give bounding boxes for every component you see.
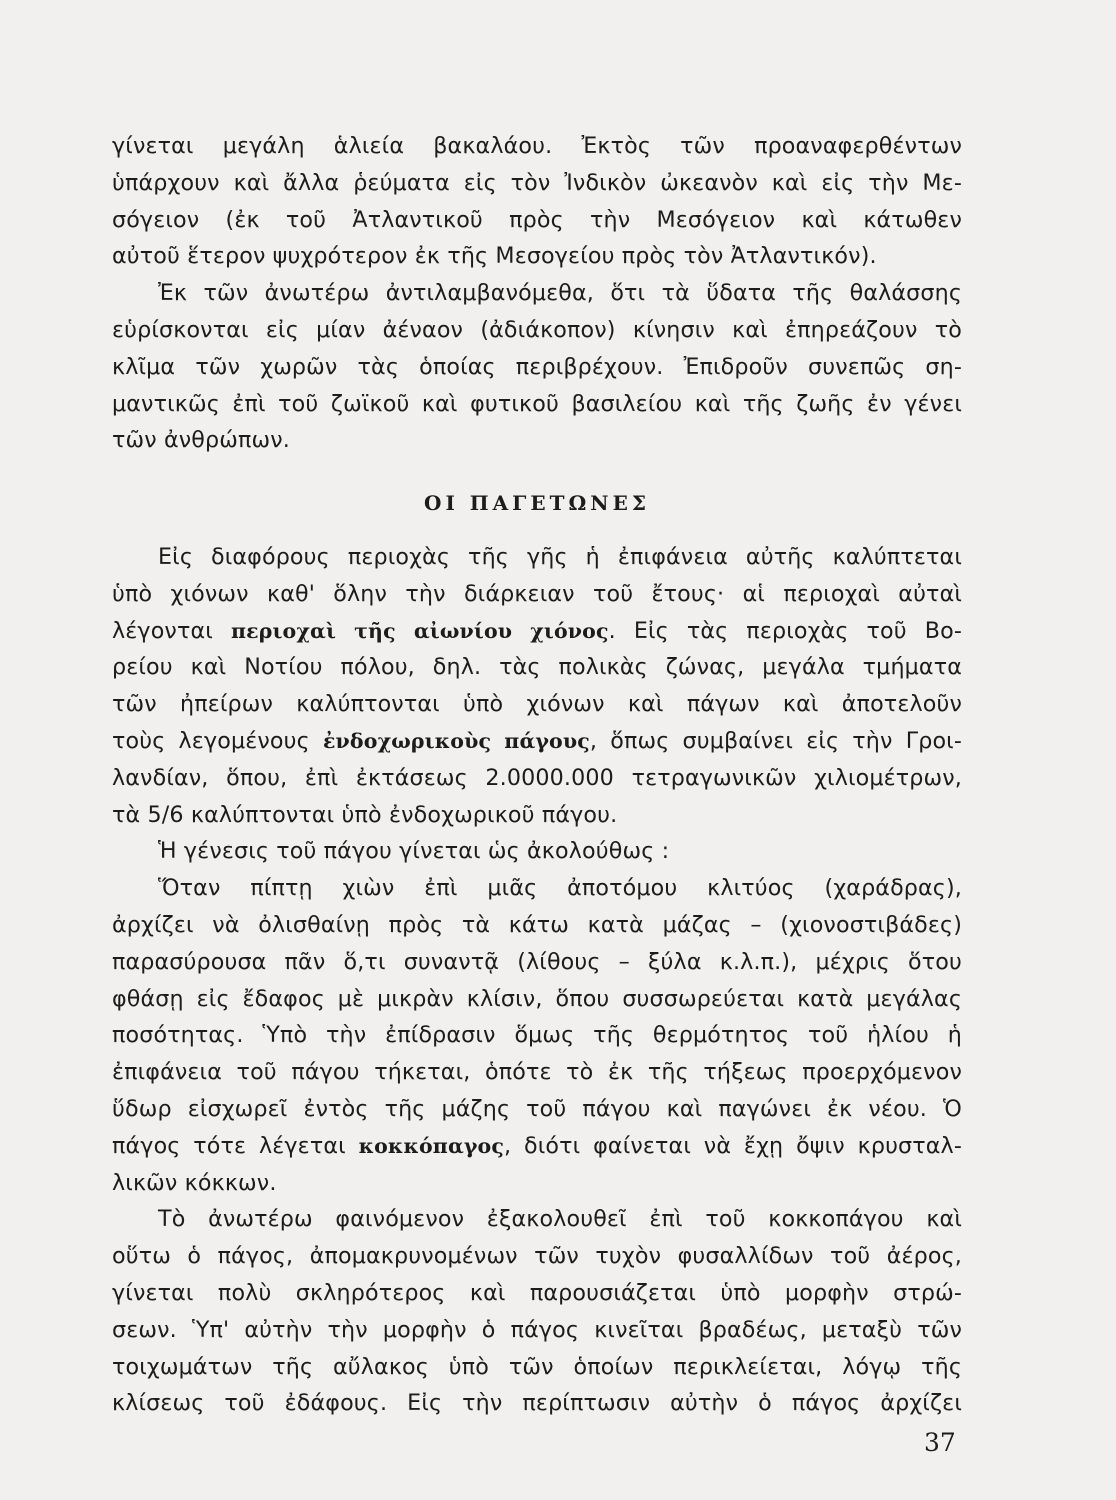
text-line: γίνεται πολὺ σκληρότερος καὶ παρουσιάζεται ὑπὸ μορφὴν στρώ- — [112, 1279, 962, 1306]
text-line: τῶν ἀνθρώπων. — [112, 427, 290, 454]
text-line: οὕτω ὁ πάγος, ἀπομακρυνομένων τῶν τυχὸν φυσαλλίδων τοῦ ἀέρος, — [112, 1243, 962, 1270]
text-line: Ἡ γένεσις τοῦ πάγου γίνεται ὡς ἀκολούθως : — [158, 838, 670, 865]
text-line: ἐπιφάνεια τοῦ πάγου τήκεται, ὁπότε τὸ ἐκ τῆς τήξεως προερχόμενον — [112, 1059, 962, 1086]
text-line: κλίσεως τοῦ ἐδάφους. Εἰς τὴν περίπτωσιν αὐτὴν ὁ πάγος ἀρχίζει — [112, 1390, 962, 1417]
text-line — [112, 613, 962, 650]
text-line: σόγειον (ἐκ τοῦ Ἀτλαντικοῦ πρὸς τὴν Μεσόγειον καὶ κάτωθεν — [112, 206, 962, 233]
page-number: 37 — [924, 1428, 956, 1457]
text-line — [112, 723, 962, 760]
text-line: μαντικῶς ἐπὶ τοῦ ζωϊκοῦ καὶ φυτικοῦ βασιλείου καὶ τῆς ζωῆς ἐν γένει — [112, 390, 962, 417]
text-line: φθάσῃ εἰς ἔδαφος μὲ μικρὰν κλίσιν, ὅπου συσσωρεύεται κατὰ μεγάλας — [112, 985, 962, 1012]
text-run: . Εἰς τὰς περιοχὰς τοῦ Βο- — [608, 617, 962, 644]
text-line: ὑπάρχουν καὶ ἄλλα ῥεύματα εἰς τὸν Ἰνδικὸν ὠκεανὸν καὶ εἰς τὴν Με- — [112, 169, 962, 196]
text-line: τοιχωμάτων τῆς αὔλακος ὑπὸ τῶν ὁποίων περικλείεται, λόγῳ τῆς — [112, 1353, 962, 1380]
text-line: Εἰς διαφόρους περιοχὰς τῆς γῆς ἡ ἐπιφάνεια αὐτῆς καλύπτεται — [158, 543, 962, 570]
text-line: ὑπὸ χιόνων καθ' ὅλην τὴν διάρκειαν τοῦ ἔτους· αἱ περιοχαὶ αὐταὶ — [112, 580, 962, 607]
text-line: λανδίαν, ὅπου, ἐπὶ ἐκτάσεως 2.0000.000 τετραγωνικῶν χιλιομέτρων, — [112, 764, 962, 791]
bold-term: ἐνδοχωρικοὺς πάγους — [322, 728, 590, 753]
text-line: τὰ 5/6 καλύπτονται ὑπὸ ἐνδοχωρικοῦ πάγου. — [112, 801, 618, 828]
text-line: κλῖμα τῶν χωρῶν τὰς ὁποίας περιβρέχουν. Ἐπιδροῦν συνεπῶς ση- — [112, 353, 962, 380]
section-heading: ΟΙ ΠΑΓΕΤΩΝΕΣ — [424, 491, 650, 516]
text-run: τοὺς λεγομένους — [112, 727, 323, 754]
text-line: Ἐκ τῶν ἀνωτέρω ἀντιλαμβανόμεθα, ὅτι τὰ ὕδατα τῆς θαλάσσης — [158, 280, 962, 307]
text-line: Ὅταν πίπτῃ χιὼν ἐπὶ μιᾶς ἀποτόμου κλιτύος (χαράδρας), — [158, 875, 962, 902]
text-line: σεων. Ὑπ' αὐτὴν τὴν μορφὴν ὁ πάγος κινεῖται βραδέως, μεταξὺ τῶν — [112, 1316, 962, 1343]
text-line: λικῶν κόκκων. — [112, 1169, 277, 1196]
text-run: , διότι φαίνεται νὰ ἔχῃ ὄψιν κρυσταλ- — [504, 1132, 962, 1159]
text-run: , ὅπως συμβαίνει εἰς τὴν Γροι- — [589, 727, 962, 754]
text-line: παρασύρουσα πᾶν ὅ,τι συναντᾷ (λίθους – ξύλα κ.λ.π.), μέχρις ὅτου — [112, 948, 962, 975]
bold-term: κοκκόπαγος — [358, 1133, 505, 1158]
text-line: αὐτοῦ ἕτερον ψυχρότερον ἐκ τῆς Μεσογείου πρὸς τὸν Ἀτλαντικόν). — [112, 243, 877, 270]
text-line: τῶν ἠπείρων καλύπτονται ὑπὸ χιόνων καὶ πάγων καὶ ἀποτελοῦν — [112, 691, 962, 718]
text-line: Τὸ ἀνωτέρω φαινόμενον ἐξακολουθεῖ ἐπὶ τοῦ κοκκοπάγου καὶ — [158, 1206, 962, 1233]
text-run: πάγος τότε λέγεται — [112, 1132, 359, 1159]
text-line — [112, 1128, 962, 1165]
text-line: εὑρίσκονται εἰς μίαν ἀέναον (ἀδιάκοπον) κίνησιν καὶ ἐπηρεάζουν τὸ — [112, 316, 962, 343]
text-run: λέγονται — [112, 617, 231, 644]
text-line: ὕδωρ εἰσχωρεῖ ἐντὸς τῆς μάζης τοῦ πάγου καὶ παγώνει ἐκ νέου. Ὁ — [112, 1095, 962, 1122]
page-body-text — [112, 128, 962, 1422]
text-line: ρείου καὶ Νοτίου πόλου, δηλ. τὰς πολικὰς ζώνας, μεγάλα τμήματα — [112, 654, 962, 681]
text-line: γίνεται μεγάλη ἁλιεία βακαλάου. Ἐκτὸς τῶν προαναφερθέντων — [112, 133, 962, 159]
bold-term: περιοχαὶ τῆς αἰωνίου χιόνος — [230, 618, 609, 643]
text-line: ποσότητας. Ὑπὸ τὴν ἐπίδρασιν ὅμως τῆς θερμότητος τοῦ ἡλίου ἡ — [112, 1022, 962, 1049]
text-line: ἀρχίζει νὰ ὀλισθαίνῃ πρὸς τὰ κάτω κατὰ μάζας – (χιονοστιβάδες) — [112, 911, 962, 938]
